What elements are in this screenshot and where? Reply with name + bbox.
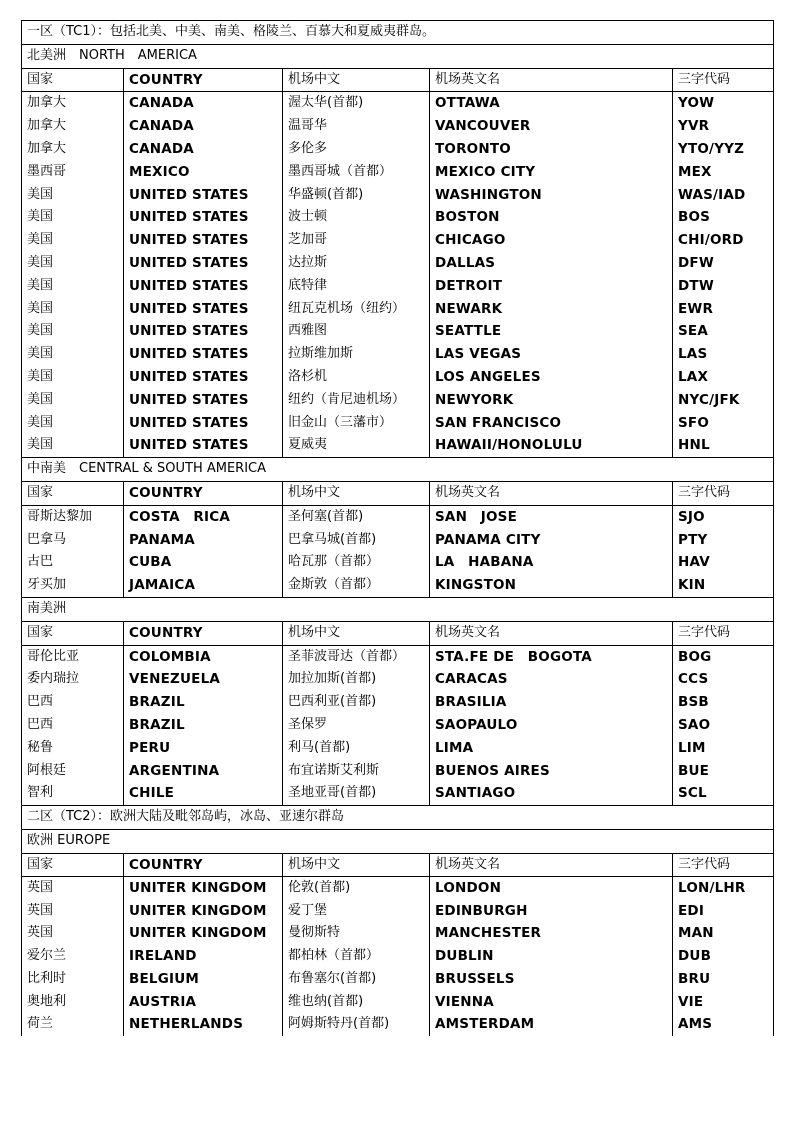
country-en: UNITED STATES: [124, 298, 283, 321]
table-row: [22, 760, 774, 783]
table-row: [22, 389, 774, 412]
header-code: 三字代码: [673, 853, 774, 877]
airport-code: DTW: [673, 275, 774, 298]
country-cn: 美国: [22, 252, 124, 275]
country-en: NETHERLANDS: [124, 1013, 283, 1036]
zone-tc2-title: [22, 806, 774, 830]
country-en: BELGIUM: [124, 968, 283, 991]
country-cn: 英国: [22, 900, 124, 923]
country-cn: 秘鲁: [22, 737, 124, 760]
section-title: [22, 597, 774, 621]
header-airport-en: 机场英文名: [430, 68, 673, 92]
airport-code: HNL: [673, 434, 774, 457]
header-airport-cn: 机场中文: [283, 481, 430, 505]
country-en: COSTA RICA: [124, 505, 283, 528]
airport-en: TORONTO: [430, 138, 673, 161]
country-en: UNITED STATES: [124, 275, 283, 298]
header-country-cn: 国家: [22, 481, 124, 505]
header-code: 三字代码: [673, 621, 774, 645]
table-row: [22, 138, 774, 161]
airport-en: DUBLIN: [430, 945, 673, 968]
airport-code: CCS: [673, 668, 774, 691]
country-cn: 加拿大: [22, 92, 124, 115]
country-cn: 荷兰: [22, 1013, 124, 1036]
airport-code: LAX: [673, 366, 774, 389]
table-row: [22, 737, 774, 760]
airport-en: CHICAGO: [430, 229, 673, 252]
country-cn: 美国: [22, 366, 124, 389]
country-cn: 奥地利: [22, 991, 124, 1014]
country-cn: 美国: [22, 275, 124, 298]
column-header-row: [22, 481, 774, 505]
country-en: UNITED STATES: [124, 252, 283, 275]
country-en: CUBA: [124, 551, 283, 574]
table-row: [22, 877, 774, 900]
airport-en: STA.FE DE BOGOTA: [430, 645, 673, 668]
table-row: [22, 275, 774, 298]
table-body: [22, 21, 774, 1037]
country-en: PANAMA: [124, 529, 283, 552]
airport-en: PANAMA CITY: [430, 529, 673, 552]
airport-cn: 圣何塞(首都): [283, 505, 430, 528]
country-en: UNITED STATES: [124, 229, 283, 252]
country-en: UNITER KINGDOM: [124, 922, 283, 945]
airport-code: EDI: [673, 900, 774, 923]
country-cn: 加拿大: [22, 115, 124, 138]
country-en: PERU: [124, 737, 283, 760]
section-title: [22, 44, 774, 68]
zone-tc1-title-text: 一区（TC1）：包括北美、中美、南美、格陵兰、百慕大和夏威夷群岛。: [22, 21, 774, 45]
airport-code: WAS/IAD: [673, 184, 774, 207]
airport-cn: 巴西利亚(首都): [283, 691, 430, 714]
section-title-text: 北美洲 NORTH AMERICA: [22, 44, 774, 68]
country-en: JAMAICA: [124, 574, 283, 597]
country-cn: 阿根廷: [22, 760, 124, 783]
country-en: UNITED STATES: [124, 320, 283, 343]
airport-cn: 洛杉机: [283, 366, 430, 389]
airport-cn: 芝加哥: [283, 229, 430, 252]
airport-code: SCL: [673, 782, 774, 805]
airport-code: CHI/ORD: [673, 229, 774, 252]
airport-en: BUENOS AIRES: [430, 760, 673, 783]
zone-tc1-title: [22, 21, 774, 45]
country-cn: 美国: [22, 343, 124, 366]
header-country-en: COUNTRY: [124, 853, 283, 877]
airport-code: KIN: [673, 574, 774, 597]
table-row: [22, 574, 774, 597]
airport-code: SAO: [673, 714, 774, 737]
airport-en: LA HABANA: [430, 551, 673, 574]
country-cn: 爱尔兰: [22, 945, 124, 968]
country-en: BRAZIL: [124, 691, 283, 714]
table-row: [22, 968, 774, 991]
airport-en: SANTIAGO: [430, 782, 673, 805]
airport-code: LIM: [673, 737, 774, 760]
airport-code: SJO: [673, 505, 774, 528]
airport-cn: 华盛顿(首都): [283, 184, 430, 207]
header-country-cn: 国家: [22, 853, 124, 877]
airport-cn: 伦敦(首都): [283, 877, 430, 900]
section-title: [22, 829, 774, 853]
airport-en: SAN FRANCISCO: [430, 412, 673, 435]
airport-en: NEWARK: [430, 298, 673, 321]
airport-code: BSB: [673, 691, 774, 714]
header-country-en: COUNTRY: [124, 481, 283, 505]
country-cn: 美国: [22, 389, 124, 412]
country-en: CANADA: [124, 115, 283, 138]
country-en: AUSTRIA: [124, 991, 283, 1014]
section-title: [22, 458, 774, 482]
country-cn: 加拿大: [22, 138, 124, 161]
header-airport-cn: 机场中文: [283, 68, 430, 92]
header-country-cn: 国家: [22, 621, 124, 645]
airport-en: LONDON: [430, 877, 673, 900]
airport-code: BOS: [673, 206, 774, 229]
header-airport-cn: 机场中文: [283, 853, 430, 877]
country-en: UNITED STATES: [124, 412, 283, 435]
airport-cn: 波士顿: [283, 206, 430, 229]
country-cn: 英国: [22, 922, 124, 945]
airport-en: CARACAS: [430, 668, 673, 691]
airport-en: WASHINGTON: [430, 184, 673, 207]
table-row: [22, 529, 774, 552]
airport-cn: 曼彻斯特: [283, 922, 430, 945]
airport-code: DFW: [673, 252, 774, 275]
airport-cn: 西雅图: [283, 320, 430, 343]
header-code: 三字代码: [673, 481, 774, 505]
table-row: [22, 691, 774, 714]
country-cn: 美国: [22, 320, 124, 343]
airport-en: SAOPAULO: [430, 714, 673, 737]
table-row: [22, 366, 774, 389]
header-country-en: COUNTRY: [124, 68, 283, 92]
table-row: [22, 991, 774, 1014]
country-en: UNITER KINGDOM: [124, 900, 283, 923]
airport-cn: 利马(首都): [283, 737, 430, 760]
airport-cn: 阿姆斯特丹(首都): [283, 1013, 430, 1036]
country-cn: 哥伦比亚: [22, 645, 124, 668]
country-en: UNITED STATES: [124, 389, 283, 412]
header-code: 三字代码: [673, 68, 774, 92]
country-en: UNITED STATES: [124, 366, 283, 389]
airport-cn: 都柏林（首都）: [283, 945, 430, 968]
country-cn: 墨西哥: [22, 161, 124, 184]
country-en: UNITED STATES: [124, 184, 283, 207]
airport-en: LAS VEGAS: [430, 343, 673, 366]
country-en: UNITER KINGDOM: [124, 877, 283, 900]
table-row: [22, 92, 774, 115]
airport-en: SEATTLE: [430, 320, 673, 343]
table-row: [22, 343, 774, 366]
country-cn: 巴西: [22, 714, 124, 737]
airport-code: HAV: [673, 551, 774, 574]
country-cn: 美国: [22, 206, 124, 229]
airport-code: BUE: [673, 760, 774, 783]
airport-code: EWR: [673, 298, 774, 321]
country-cn: 美国: [22, 434, 124, 457]
country-cn: 英国: [22, 877, 124, 900]
table-row: [22, 115, 774, 138]
airport-cn: 圣地亚哥(首都): [283, 782, 430, 805]
airport-cn: 纽约（肯尼迪机场）: [283, 389, 430, 412]
airport-en: LIMA: [430, 737, 673, 760]
country-cn: 巴拿马: [22, 529, 124, 552]
country-cn: 委内瑞拉: [22, 668, 124, 691]
airport-cn: 加拉加斯(首都): [283, 668, 430, 691]
table-row: [22, 945, 774, 968]
airport-en: BOSTON: [430, 206, 673, 229]
country-en: COLOMBIA: [124, 645, 283, 668]
airport-cn: 巴拿马城(首都): [283, 529, 430, 552]
airport-code: MAN: [673, 922, 774, 945]
airport-en: VIENNA: [430, 991, 673, 1014]
table-row: [22, 320, 774, 343]
table-row: [22, 229, 774, 252]
airport-en: HAWAII/HONOLULU: [430, 434, 673, 457]
table-row: [22, 298, 774, 321]
section-title-text: 南美洲: [22, 597, 774, 621]
airport-en: BRASILIA: [430, 691, 673, 714]
airport-en: KINGSTON: [430, 574, 673, 597]
table-row: [22, 900, 774, 923]
country-cn: 美国: [22, 184, 124, 207]
table-row: [22, 714, 774, 737]
airport-code: SEA: [673, 320, 774, 343]
airport-en: OTTAWA: [430, 92, 673, 115]
country-cn: 美国: [22, 298, 124, 321]
airport-code: YOW: [673, 92, 774, 115]
country-cn: 古巴: [22, 551, 124, 574]
airport-code: YVR: [673, 115, 774, 138]
table-row: [22, 206, 774, 229]
airport-cn: 温哥华: [283, 115, 430, 138]
table-row: [22, 922, 774, 945]
table-row: [22, 645, 774, 668]
country-en: UNITED STATES: [124, 343, 283, 366]
country-cn: 美国: [22, 229, 124, 252]
airport-cn: 墨西哥城（首都）: [283, 161, 430, 184]
table-row: [22, 782, 774, 805]
table-row: [22, 434, 774, 457]
country-en: CHILE: [124, 782, 283, 805]
airport-cn: 渥太华(首都): [283, 92, 430, 115]
airport-cn: 纽瓦克机场（纽约）: [283, 298, 430, 321]
table-row: [22, 1013, 774, 1036]
country-cn: 美国: [22, 412, 124, 435]
table-row: [22, 184, 774, 207]
airport-code: BOG: [673, 645, 774, 668]
header-airport-en: 机场英文名: [430, 853, 673, 877]
airport-cn: 哈瓦那（首都）: [283, 551, 430, 574]
airport-code: NYC/JFK: [673, 389, 774, 412]
airport-code: YTO/YYZ: [673, 138, 774, 161]
country-cn: 牙买加: [22, 574, 124, 597]
airport-en: EDINBURGH: [430, 900, 673, 923]
airport-cn: 维也纳(首都): [283, 991, 430, 1014]
airport-cn: 布鲁塞尔(首都): [283, 968, 430, 991]
column-header-row: [22, 621, 774, 645]
country-cn: 智利: [22, 782, 124, 805]
table-row: [22, 551, 774, 574]
airport-en: SAN JOSE: [430, 505, 673, 528]
airport-en: LOS ANGELES: [430, 366, 673, 389]
country-cn: 巴西: [22, 691, 124, 714]
country-en: IRELAND: [124, 945, 283, 968]
country-en: CANADA: [124, 138, 283, 161]
airport-code-table: [21, 20, 774, 1036]
table-row: [22, 252, 774, 275]
header-airport-en: 机场英文名: [430, 621, 673, 645]
header-airport-en: 机场英文名: [430, 481, 673, 505]
airport-cn: 多伦多: [283, 138, 430, 161]
airport-code: MEX: [673, 161, 774, 184]
country-cn: 哥斯达黎加: [22, 505, 124, 528]
section-title-text: 欧洲 EUROPE: [22, 829, 774, 853]
column-header-row: [22, 68, 774, 92]
airport-cn: 圣保罗: [283, 714, 430, 737]
country-en: UNITED STATES: [124, 434, 283, 457]
section-title-text: 中南美 CENTRAL & SOUTH AMERICA: [22, 458, 774, 482]
airport-cn: 底特律: [283, 275, 430, 298]
country-en: BRAZIL: [124, 714, 283, 737]
airport-cn: 达拉斯: [283, 252, 430, 275]
airport-en: NEWYORK: [430, 389, 673, 412]
airport-en: DETROIT: [430, 275, 673, 298]
airport-code: BRU: [673, 968, 774, 991]
table-row: [22, 668, 774, 691]
country-en: MEXICO: [124, 161, 283, 184]
airport-en: MANCHESTER: [430, 922, 673, 945]
header-airport-cn: 机场中文: [283, 621, 430, 645]
airport-code: AMS: [673, 1013, 774, 1036]
airport-cn: 旧金山（三藩市）: [283, 412, 430, 435]
airport-en: BRUSSELS: [430, 968, 673, 991]
table-row: [22, 161, 774, 184]
zone-tc2-title-text: 二区（TC2）：欧洲大陆及毗邻岛屿，冰岛、亚速尔群岛: [22, 806, 774, 830]
country-en: VENEZUELA: [124, 668, 283, 691]
airport-en: MEXICO CITY: [430, 161, 673, 184]
airport-cn: 圣菲波哥达（首都）: [283, 645, 430, 668]
airport-code: LAS: [673, 343, 774, 366]
airport-cn: 夏威夷: [283, 434, 430, 457]
airport-en: DALLAS: [430, 252, 673, 275]
airport-code: LON/LHR: [673, 877, 774, 900]
table-row: [22, 505, 774, 528]
airport-cn: 布宜诺斯艾利斯: [283, 760, 430, 783]
header-country-en: COUNTRY: [124, 621, 283, 645]
country-en: UNITED STATES: [124, 206, 283, 229]
airport-cn: 爱丁堡: [283, 900, 430, 923]
header-country-cn: 国家: [22, 68, 124, 92]
country-en: ARGENTINA: [124, 760, 283, 783]
column-header-row: [22, 853, 774, 877]
airport-en: VANCOUVER: [430, 115, 673, 138]
airport-cn: 拉斯维加斯: [283, 343, 430, 366]
airport-code: DUB: [673, 945, 774, 968]
airport-code: VIE: [673, 991, 774, 1014]
table-row: [22, 412, 774, 435]
country-cn: 比利时: [22, 968, 124, 991]
airport-en: AMSTERDAM: [430, 1013, 673, 1036]
airport-code: PTY: [673, 529, 774, 552]
airport-cn: 金斯敦（首都）: [283, 574, 430, 597]
country-en: CANADA: [124, 92, 283, 115]
airport-code: SFO: [673, 412, 774, 435]
